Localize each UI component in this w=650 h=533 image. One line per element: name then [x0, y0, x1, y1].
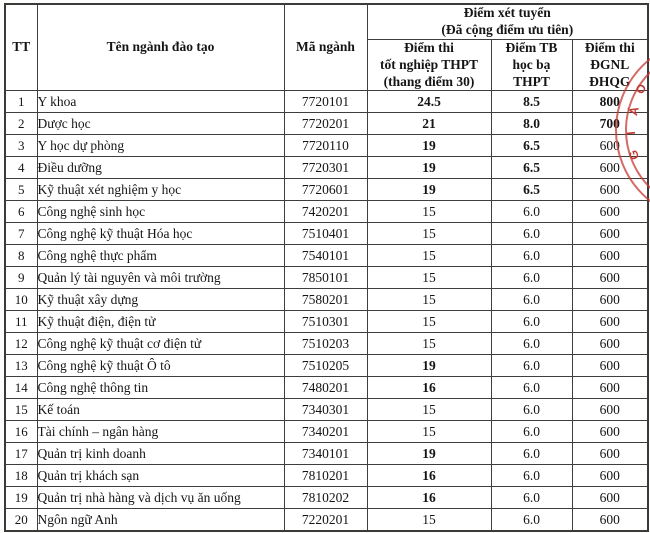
cell-tt: 16	[5, 421, 37, 443]
cell-thpt-exam-score: 15	[367, 399, 491, 421]
cell-dgnl-score: 600	[572, 311, 648, 333]
cell-thpt-exam-score: 16	[367, 377, 491, 399]
header-admission-score-group	[367, 4, 648, 39]
cell-thpt-exam-score: 24.5	[367, 91, 491, 113]
cell-major-name: Công nghệ kỹ thuật cơ điện tử	[37, 333, 284, 355]
cell-transcript-avg-score: 6.0	[491, 223, 572, 245]
cell-thpt-exam-score: 15	[367, 311, 491, 333]
cell-tt: 13	[5, 355, 37, 377]
cell-tt: 2	[5, 113, 37, 135]
table-row	[5, 311, 648, 333]
cell-dgnl-score: 600	[572, 267, 648, 289]
cell-dgnl-score: 600	[572, 509, 648, 531]
cell-major-code: 7510205	[284, 355, 367, 377]
cell-major-name: Y khoa	[37, 91, 284, 113]
table-row	[5, 465, 648, 487]
table-row	[5, 223, 648, 245]
cell-transcript-avg-score: 6.5	[491, 135, 572, 157]
cell-tt: 20	[5, 509, 37, 531]
cell-major-name: Quản trị nhà hàng và dịch vụ ăn uống	[37, 487, 284, 509]
cell-dgnl-score: 800	[572, 91, 648, 113]
table-row	[5, 509, 648, 531]
cell-transcript-avg-score: 6.5	[491, 157, 572, 179]
cell-major-code: 7720301	[284, 157, 367, 179]
cell-thpt-exam-score: 19	[367, 135, 491, 157]
cell-tt: 14	[5, 377, 37, 399]
cell-transcript-avg-score: 6.0	[491, 201, 572, 223]
cell-dgnl-score: 600	[572, 223, 648, 245]
cell-transcript-avg-score: 6.0	[491, 267, 572, 289]
cell-thpt-exam-score: 15	[367, 333, 491, 355]
cell-major-code: 7340301	[284, 399, 367, 421]
table-header	[5, 4, 648, 91]
cell-major-code: 7510401	[284, 223, 367, 245]
header-major-name: Tên ngành đào tạo	[37, 4, 284, 91]
cell-major-name: Công nghệ thông tin	[37, 377, 284, 399]
cell-dgnl-score: 600	[572, 487, 648, 509]
cell-thpt-exam-score: 16	[367, 487, 491, 509]
cell-tt: 11	[5, 311, 37, 333]
cell-transcript-avg-score: 8.0	[491, 113, 572, 135]
cell-transcript-avg-score: 6.0	[491, 487, 572, 509]
cell-major-code: 7720110	[284, 135, 367, 157]
cell-transcript-avg-score: 6.0	[491, 289, 572, 311]
cell-transcript-avg-score: 6.0	[491, 443, 572, 465]
cell-dgnl-score: 600	[572, 443, 648, 465]
cell-transcript-avg-score: 6.5	[491, 179, 572, 201]
cell-transcript-avg-score: 6.0	[491, 377, 572, 399]
table-row	[5, 289, 648, 311]
cell-dgnl-score: 700	[572, 113, 648, 135]
cell-transcript-avg-score: 6.0	[491, 399, 572, 421]
cell-major-name: Quản lý tài nguyên và môi trường	[37, 267, 284, 289]
cell-thpt-exam-score: 16	[367, 465, 491, 487]
cell-thpt-exam-score: 19	[367, 157, 491, 179]
table-row	[5, 157, 648, 179]
cell-thpt-exam-score: 15	[367, 509, 491, 531]
cell-tt: 9	[5, 267, 37, 289]
cell-thpt-exam-score: 19	[367, 179, 491, 201]
table-row	[5, 113, 648, 135]
cell-dgnl-score: 600	[572, 179, 648, 201]
cell-major-code: 7340101	[284, 443, 367, 465]
cell-dgnl-score: 600	[572, 399, 648, 421]
cell-major-name: Công nghệ sinh học	[37, 201, 284, 223]
cell-dgnl-score: 600	[572, 157, 648, 179]
cell-major-name: Công nghệ thực phẩm	[37, 245, 284, 267]
table-row	[5, 421, 648, 443]
header-tt: TT	[5, 4, 37, 91]
cell-thpt-exam-score: 15	[367, 421, 491, 443]
cell-major-code: 7340201	[284, 421, 367, 443]
cell-tt: 1	[5, 91, 37, 113]
table-row	[5, 245, 648, 267]
cell-thpt-exam-score: 21	[367, 113, 491, 135]
cell-dgnl-score: 600	[572, 201, 648, 223]
cell-thpt-exam-score: 15	[367, 223, 491, 245]
cell-tt: 17	[5, 443, 37, 465]
table-row	[5, 91, 648, 113]
cell-transcript-avg-score: 6.0	[491, 333, 572, 355]
cell-major-name: Kế toán	[37, 399, 284, 421]
cell-thpt-exam-score: 15	[367, 267, 491, 289]
cell-tt: 3	[5, 135, 37, 157]
table-row	[5, 487, 648, 509]
cell-major-code: 7220201	[284, 509, 367, 531]
table-row	[5, 443, 648, 465]
cell-tt: 7	[5, 223, 37, 245]
stamp-letter: O	[632, 81, 650, 97]
cell-transcript-avg-score: 6.0	[491, 245, 572, 267]
table-row	[5, 399, 648, 421]
cell-major-name: Công nghệ kỹ thuật Hóa học	[37, 223, 284, 245]
cell-transcript-avg-score: 8.5	[491, 91, 572, 113]
cell-major-code: 7540101	[284, 245, 367, 267]
table-row	[5, 333, 648, 355]
cell-transcript-avg-score: 6.0	[491, 509, 572, 531]
cell-major-code: 7850101	[284, 267, 367, 289]
cell-major-code: 7580201	[284, 289, 367, 311]
table-row	[5, 377, 648, 399]
cell-thpt-exam-score: 15	[367, 289, 491, 311]
header-transcript-avg-score: Điểm TB học bạ THPT	[491, 39, 572, 91]
cell-major-name: Y học dự phòng	[37, 135, 284, 157]
cell-major-code: 7810202	[284, 487, 367, 509]
stamp-letter: I	[623, 130, 639, 136]
cell-major-code: 7720201	[284, 113, 367, 135]
cell-major-name: Quản trị kinh doanh	[37, 443, 284, 465]
cell-tt: 15	[5, 399, 37, 421]
cell-major-code: 7810201	[284, 465, 367, 487]
cell-transcript-avg-score: 6.0	[491, 355, 572, 377]
header-thpt-exam-score: Điểm thi tốt nghiệp THPT (thang điểm 30)	[367, 39, 491, 91]
cell-dgnl-score: 600	[572, 289, 648, 311]
table-row	[5, 201, 648, 223]
stamp-letter: Á	[626, 105, 642, 117]
cell-dgnl-score: 600	[572, 377, 648, 399]
cell-thpt-exam-score: 19	[367, 443, 491, 465]
cell-tt: 6	[5, 201, 37, 223]
cell-tt: 19	[5, 487, 37, 509]
header-dgnl-score: Điểm thi ĐGNL ĐHQG	[572, 39, 648, 91]
cell-major-name: Quản trị khách sạn	[37, 465, 284, 487]
cell-major-code: 7510203	[284, 333, 367, 355]
cell-major-code: 7510301	[284, 311, 367, 333]
cell-tt: 4	[5, 157, 37, 179]
cell-tt: 18	[5, 465, 37, 487]
cell-thpt-exam-score: 19	[367, 355, 491, 377]
cell-dgnl-score: 600	[572, 333, 648, 355]
cell-dgnl-score: 600	[572, 465, 648, 487]
cell-transcript-avg-score: 6.0	[491, 465, 572, 487]
cell-tt: 10	[5, 289, 37, 311]
table-row	[5, 355, 648, 377]
table-row	[5, 267, 648, 289]
cell-dgnl-score: 600	[572, 355, 648, 377]
stamp-letter: G	[625, 148, 643, 162]
cell-dgnl-score: 600	[572, 421, 648, 443]
cell-major-code: 7480201	[284, 377, 367, 399]
cell-major-name: Kỹ thuật xét nghiệm y học	[37, 179, 284, 201]
cell-major-code: 7720601	[284, 179, 367, 201]
cell-major-name: Ngôn ngữ Anh	[37, 509, 284, 531]
header-group-line2: (Đã cộng điểm ưu tiên)	[441, 21, 574, 37]
header-group-line1: Điểm xét tuyển	[463, 5, 551, 20]
cell-major-name: Dược học	[37, 113, 284, 135]
cell-major-code: 7720101	[284, 91, 367, 113]
cell-dgnl-score: 600	[572, 245, 648, 267]
cell-dgnl-score: 600	[572, 135, 648, 157]
table-body	[5, 91, 648, 531]
cell-major-name: Tài chính – ngân hàng	[37, 421, 284, 443]
cell-major-name: Kỹ thuật điện, điện tử	[37, 311, 284, 333]
cell-tt: 5	[5, 179, 37, 201]
cell-transcript-avg-score: 6.0	[491, 421, 572, 443]
header-major-code: Mã ngành	[284, 4, 367, 91]
admission-scores-table	[4, 3, 649, 532]
table-row	[5, 135, 648, 157]
cell-major-name: Công nghệ kỹ thuật Ô tô	[37, 355, 284, 377]
cell-tt: 12	[5, 333, 37, 355]
cell-thpt-exam-score: 15	[367, 201, 491, 223]
cell-transcript-avg-score: 6.0	[491, 311, 572, 333]
table-row	[5, 179, 648, 201]
cell-major-name: Kỹ thuật xây dựng	[37, 289, 284, 311]
cell-major-name: Điều dưỡng	[37, 157, 284, 179]
cell-major-code: 7420201	[284, 201, 367, 223]
cell-thpt-exam-score: 15	[367, 245, 491, 267]
cell-tt: 8	[5, 245, 37, 267]
